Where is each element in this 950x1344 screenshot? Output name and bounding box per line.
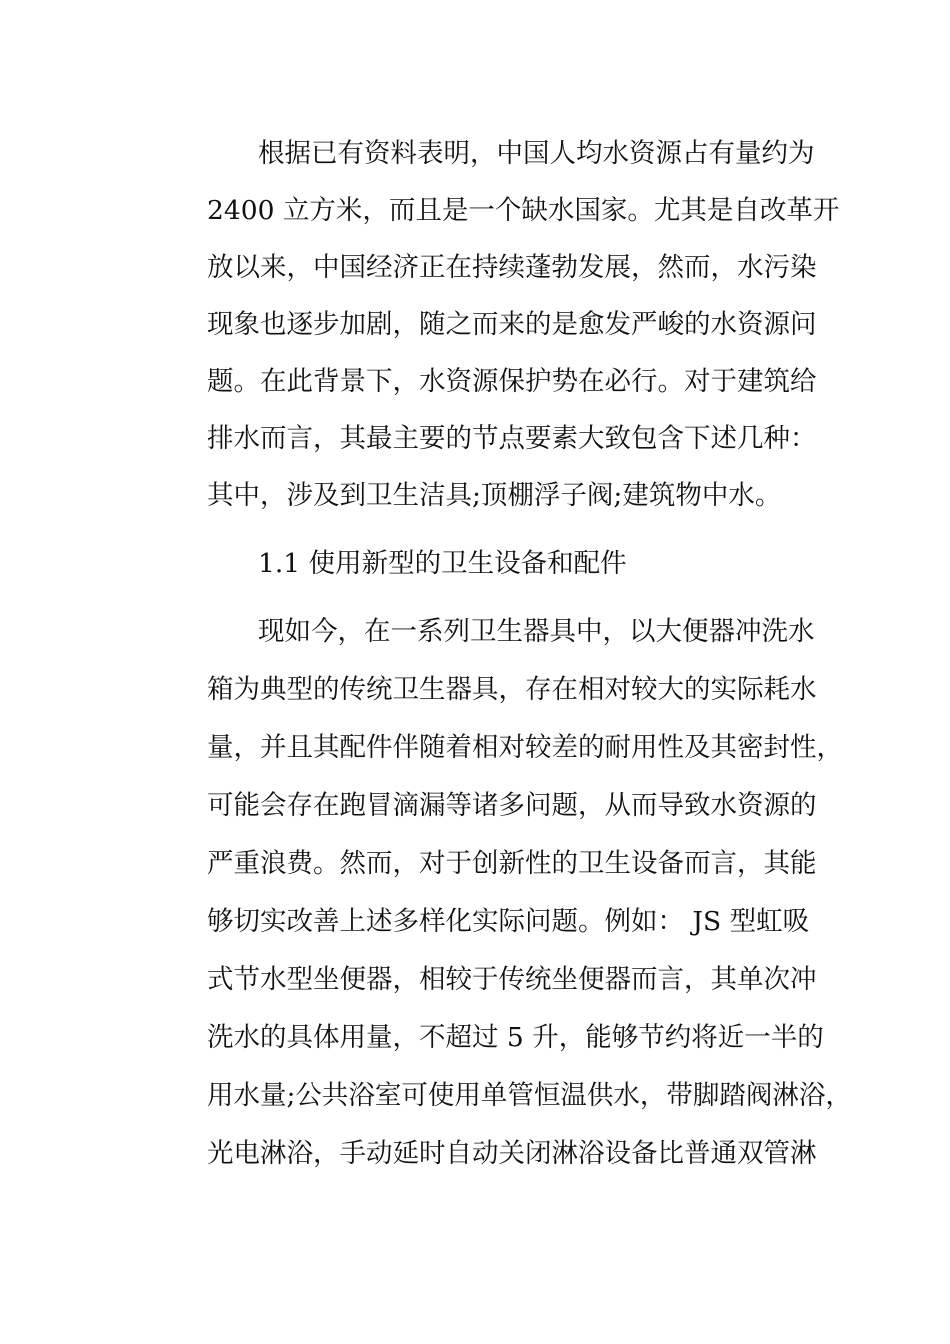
paragraph-1-line-1: 根据已有资料表明，中国人均水资源占有量约为 (258, 138, 815, 169)
paragraph-1-line-4: 现象也逐步加剧，随之而来的是愈发严峻的水资源问 (207, 309, 817, 340)
paragraph-2-line-6: 够切实改善上述多样化实际问题。例如： JS 型虹吸 (207, 906, 810, 937)
paragraph-2-line-7: 式节水型坐便器，相较于传统坐便器而言，其单次冲 (207, 964, 817, 995)
paragraph-1-line-7: 其中，涉及到卫生洁具;顶棚浮子阀;建筑物中水。 (207, 480, 782, 511)
paragraph-1-line-5: 题。在此背景下，水资源保护势在必行。对于建筑给 (207, 366, 817, 397)
paragraph-1-line-2: 2400 立方米，而且是一个缺水国家。尤其是自改革开 (207, 195, 840, 226)
paragraph-2-line-10: 光电淋浴，手动延时自动关闭淋浴设备比普通双管淋 (207, 1138, 817, 1169)
paragraph-2-line-4: 可能会存在跑冒滴漏等诸多问题，从而导致水资源的 (207, 790, 817, 821)
paragraph-2-line-2: 箱为典型的传统卫生器具，存在相对较大的实际耗水 (207, 674, 817, 705)
paragraph-2-line-5: 严重浪费。然而，对于创新性的卫生设备而言，其能 (207, 848, 817, 879)
paragraph-1-line-6: 排水而言，其最主要的节点要素大致包含下述几种： (207, 423, 817, 454)
section-heading: 1.1 使用新型的卫生设备和配件 (258, 548, 627, 579)
paragraph-2-line-8: 洗水的具体用量，不超过 5 升，能够节约将近一半的 (207, 1022, 824, 1053)
paragraph-2-line-1: 现如今，在一系列卫生器具中，以大便器冲洗水 (258, 616, 815, 647)
paragraph-2-line-9: 用水量;公共浴室可使用单管恒温供水，带脚踏阀淋浴， (207, 1080, 852, 1111)
paragraph-1-line-3: 放以来，中国经济正在持续蓬勃发展，然而，水污染 (207, 252, 817, 283)
paragraph-2-line-3: 量，并且其配件伴随着相对较差的耐用性及其密封性， (207, 732, 843, 763)
